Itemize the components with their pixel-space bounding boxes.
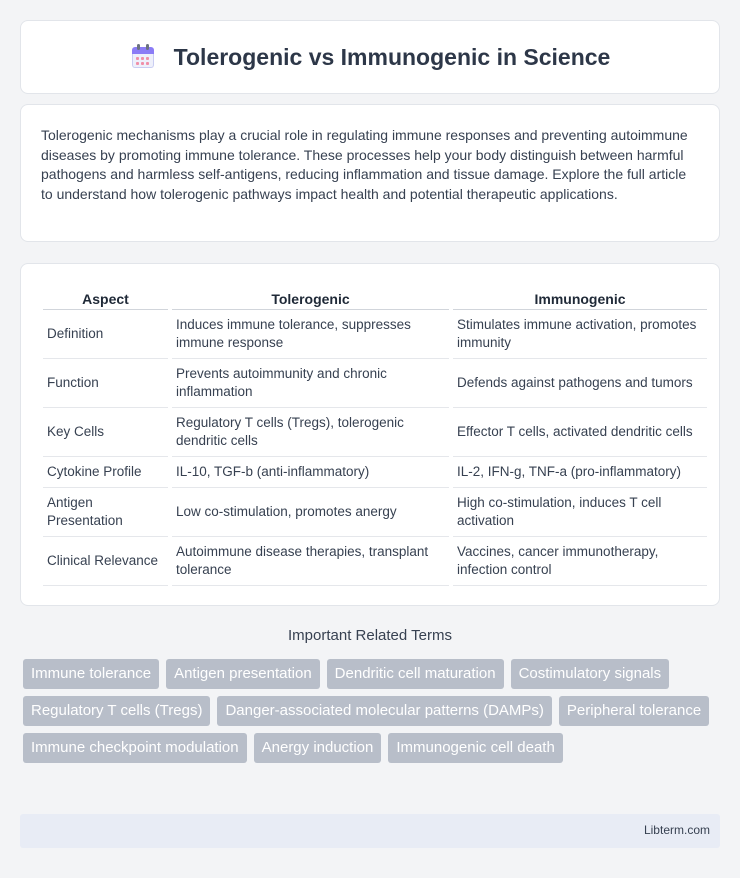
page-title: Tolerogenic vs Immunogenic in Science (173, 43, 611, 70)
row-tolerogenic: IL-10, TGF-b (anti-inflammatory) (172, 457, 449, 488)
row-aspect: Definition (43, 310, 168, 359)
row-immunogenic: Vaccines, cancer immunotherapy, infection control (453, 537, 707, 586)
table-row (43, 488, 707, 537)
row-aspect: Function (43, 359, 168, 408)
related-term-tag[interactable]: Regulatory T cells (Tregs) (23, 696, 210, 726)
page-footer (20, 814, 720, 848)
header-aspect: Aspect (43, 284, 168, 310)
table-row (43, 359, 707, 408)
row-immunogenic: Effector T cells, activated dendritic cells (453, 408, 707, 457)
comparison-table (39, 284, 711, 586)
row-aspect: Clinical Relevance (43, 537, 168, 586)
row-aspect: Cytokine Profile (43, 457, 168, 488)
comparison-card (20, 263, 720, 606)
row-tolerogenic: Induces immune tolerance, suppresses immune response (172, 310, 449, 359)
table-row (43, 408, 707, 457)
header-tolerogenic: Tolerogenic (172, 284, 449, 310)
row-tolerogenic: Regulatory T cells (Tregs), tolerogenic dendritic cells (172, 408, 449, 457)
related-term-tag[interactable]: Anergy induction (254, 733, 382, 763)
row-immunogenic: Stimulates immune activation, promotes immunity (453, 310, 707, 359)
related-term-tag[interactable]: Danger-associated molecular patterns (DAMPs) (217, 696, 551, 726)
related-term-tag[interactable]: Immunogenic cell death (388, 733, 562, 763)
table-header-row (43, 284, 707, 310)
table-row (43, 537, 707, 586)
table-row (43, 457, 707, 488)
footer-brand-link[interactable]: Libterm.com (643, 823, 710, 837)
related-term-tag[interactable]: Immune checkpoint modulation (23, 733, 247, 763)
header-immunogenic: Immunogenic (453, 284, 707, 310)
table-row (43, 310, 707, 359)
row-aspect: Antigen Presentation (43, 488, 168, 537)
row-tolerogenic: Prevents autoimmunity and chronic inflammation (172, 359, 449, 408)
related-term-tag[interactable]: Immune tolerance (23, 659, 159, 689)
row-tolerogenic: Autoimmune disease therapies, transplant tolerance (172, 537, 449, 586)
row-immunogenic: Defends against pathogens and tumors (453, 359, 707, 408)
related-term-tag[interactable]: Antigen presentation (166, 659, 320, 689)
intro-text: Tolerogenic mechanisms play a crucial role in regulating immune responses and preventing autoimmune diseases by promoting immune tolerance. These processes help your body distinguish between harmful pathogens and harmless self-antigens, reducing inflammation and tissue damage. Explore the full article to understand how tolerogenic pathways impact health and potential therapeutic applications. (41, 127, 688, 202)
related-terms-list (23, 659, 723, 763)
page-header (20, 20, 720, 94)
related-term-tag[interactable]: Costimulatory signals (511, 659, 670, 689)
row-immunogenic: High co-stimulation, induces T cell activation (453, 488, 707, 537)
calendar-icon (130, 44, 156, 70)
related-term-tag[interactable]: Dendritic cell maturation (327, 659, 504, 689)
intro-card (20, 104, 720, 242)
related-terms-title: Important Related Terms (288, 627, 452, 644)
related-term-tag[interactable]: Peripheral tolerance (559, 696, 709, 726)
row-aspect: Key Cells (43, 408, 168, 457)
row-tolerogenic: Low co-stimulation, promotes anergy (172, 488, 449, 537)
row-immunogenic: IL-2, IFN-g, TNF-a (pro-inflammatory) (453, 457, 707, 488)
